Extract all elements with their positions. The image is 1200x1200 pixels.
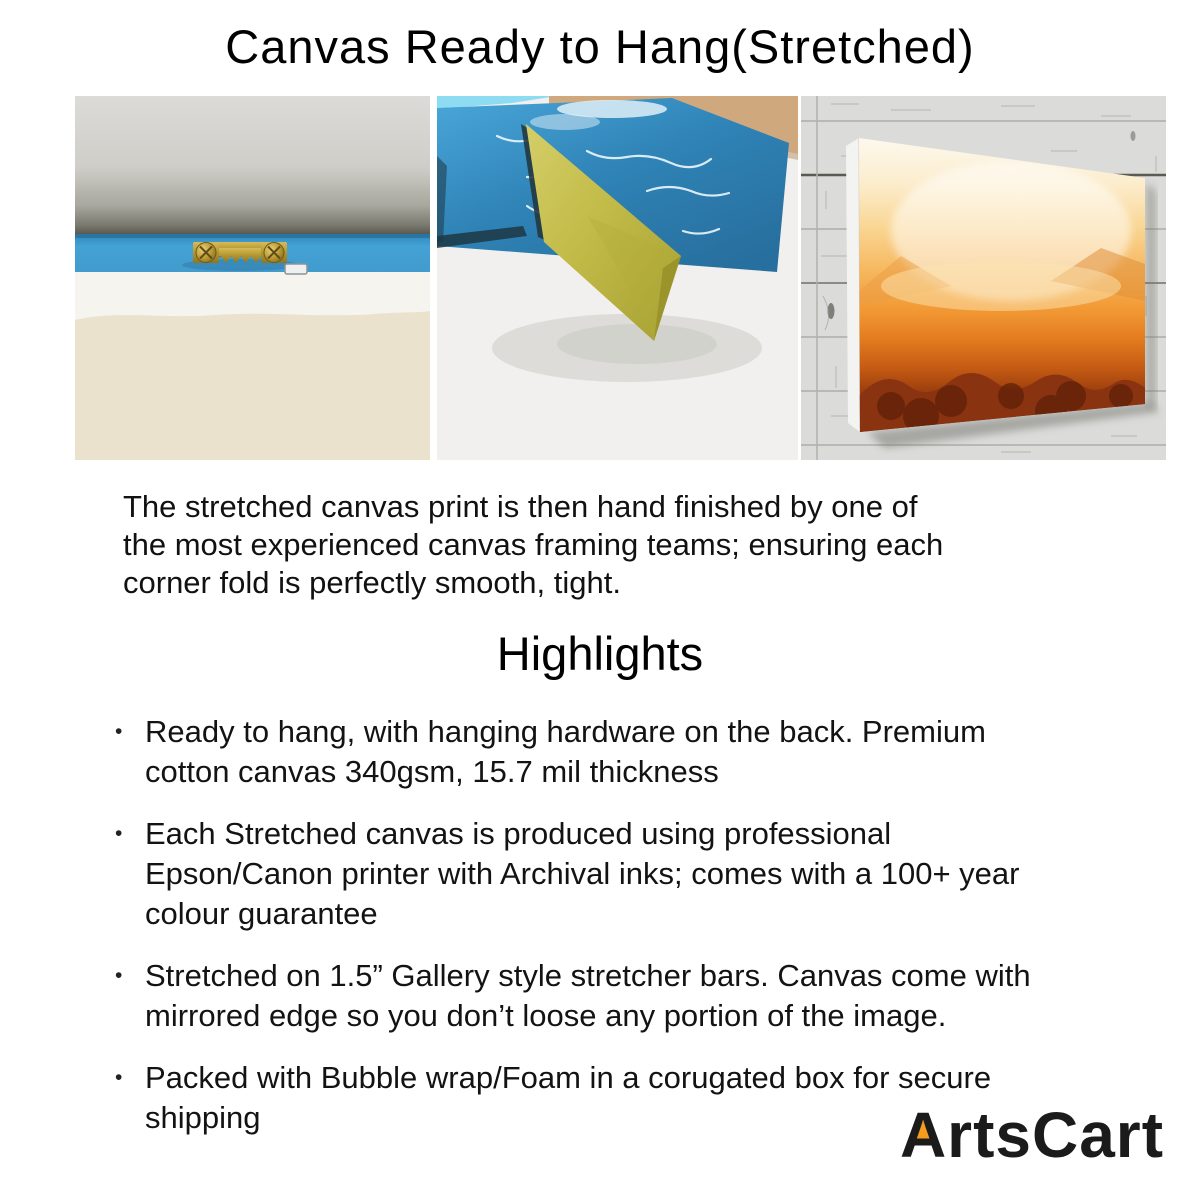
canvas-back-illustration bbox=[75, 96, 430, 460]
canvas-on-wall-illustration bbox=[801, 96, 1166, 460]
highlights-heading: Highlights bbox=[496, 627, 704, 680]
logo-letter-a: A bbox=[899, 1099, 948, 1171]
photo-canvas-back-hardware bbox=[75, 96, 430, 460]
bullet-icon: • bbox=[115, 1066, 123, 1089]
highlight-item bbox=[112, 956, 1037, 1036]
highlight-item bbox=[112, 814, 1037, 934]
bullet-icon: • bbox=[115, 720, 123, 743]
page-title: Canvas Ready to Hang(Stretched) bbox=[225, 20, 975, 73]
highlight-text: Packed with Bubble wrap/Foam in a corugated box for secure shipping bbox=[145, 1060, 992, 1135]
photo-canvas-on-wall bbox=[801, 96, 1166, 460]
bullet-icon: • bbox=[115, 822, 123, 845]
corner-fold-illustration bbox=[437, 96, 798, 460]
product-photos bbox=[75, 96, 1166, 460]
artscart-logo bbox=[900, 1100, 1164, 1170]
bullet-icon: • bbox=[115, 964, 123, 987]
logo-text-rest: rtsCart bbox=[947, 1099, 1164, 1171]
highlight-text: Ready to hang, with hanging hardware on the back. Premium cotton canvas 340gsm, 15.7 mil thickness bbox=[145, 714, 986, 789]
highlight-item bbox=[112, 712, 1037, 792]
highlight-text: Each Stretched canvas is produced using professional Epson/Canon printer with Archival inks; comes with a 100+ year colour guarantee bbox=[145, 816, 1020, 931]
highlights-list bbox=[112, 712, 1037, 1160]
highlight-text: Stretched on 1.5” Gallery style stretcher bars. Canvas come with mirrored edge so you don’t loose any portion of the image. bbox=[145, 958, 1031, 1033]
highlight-item bbox=[112, 1058, 1037, 1138]
photo-canvas-corner-fold bbox=[437, 96, 798, 460]
description-text: The stretched canvas print is then hand finished by one of the most experienced canvas framing teams; ensuring each corner fold is perfectly smooth, tight. bbox=[123, 489, 944, 600]
